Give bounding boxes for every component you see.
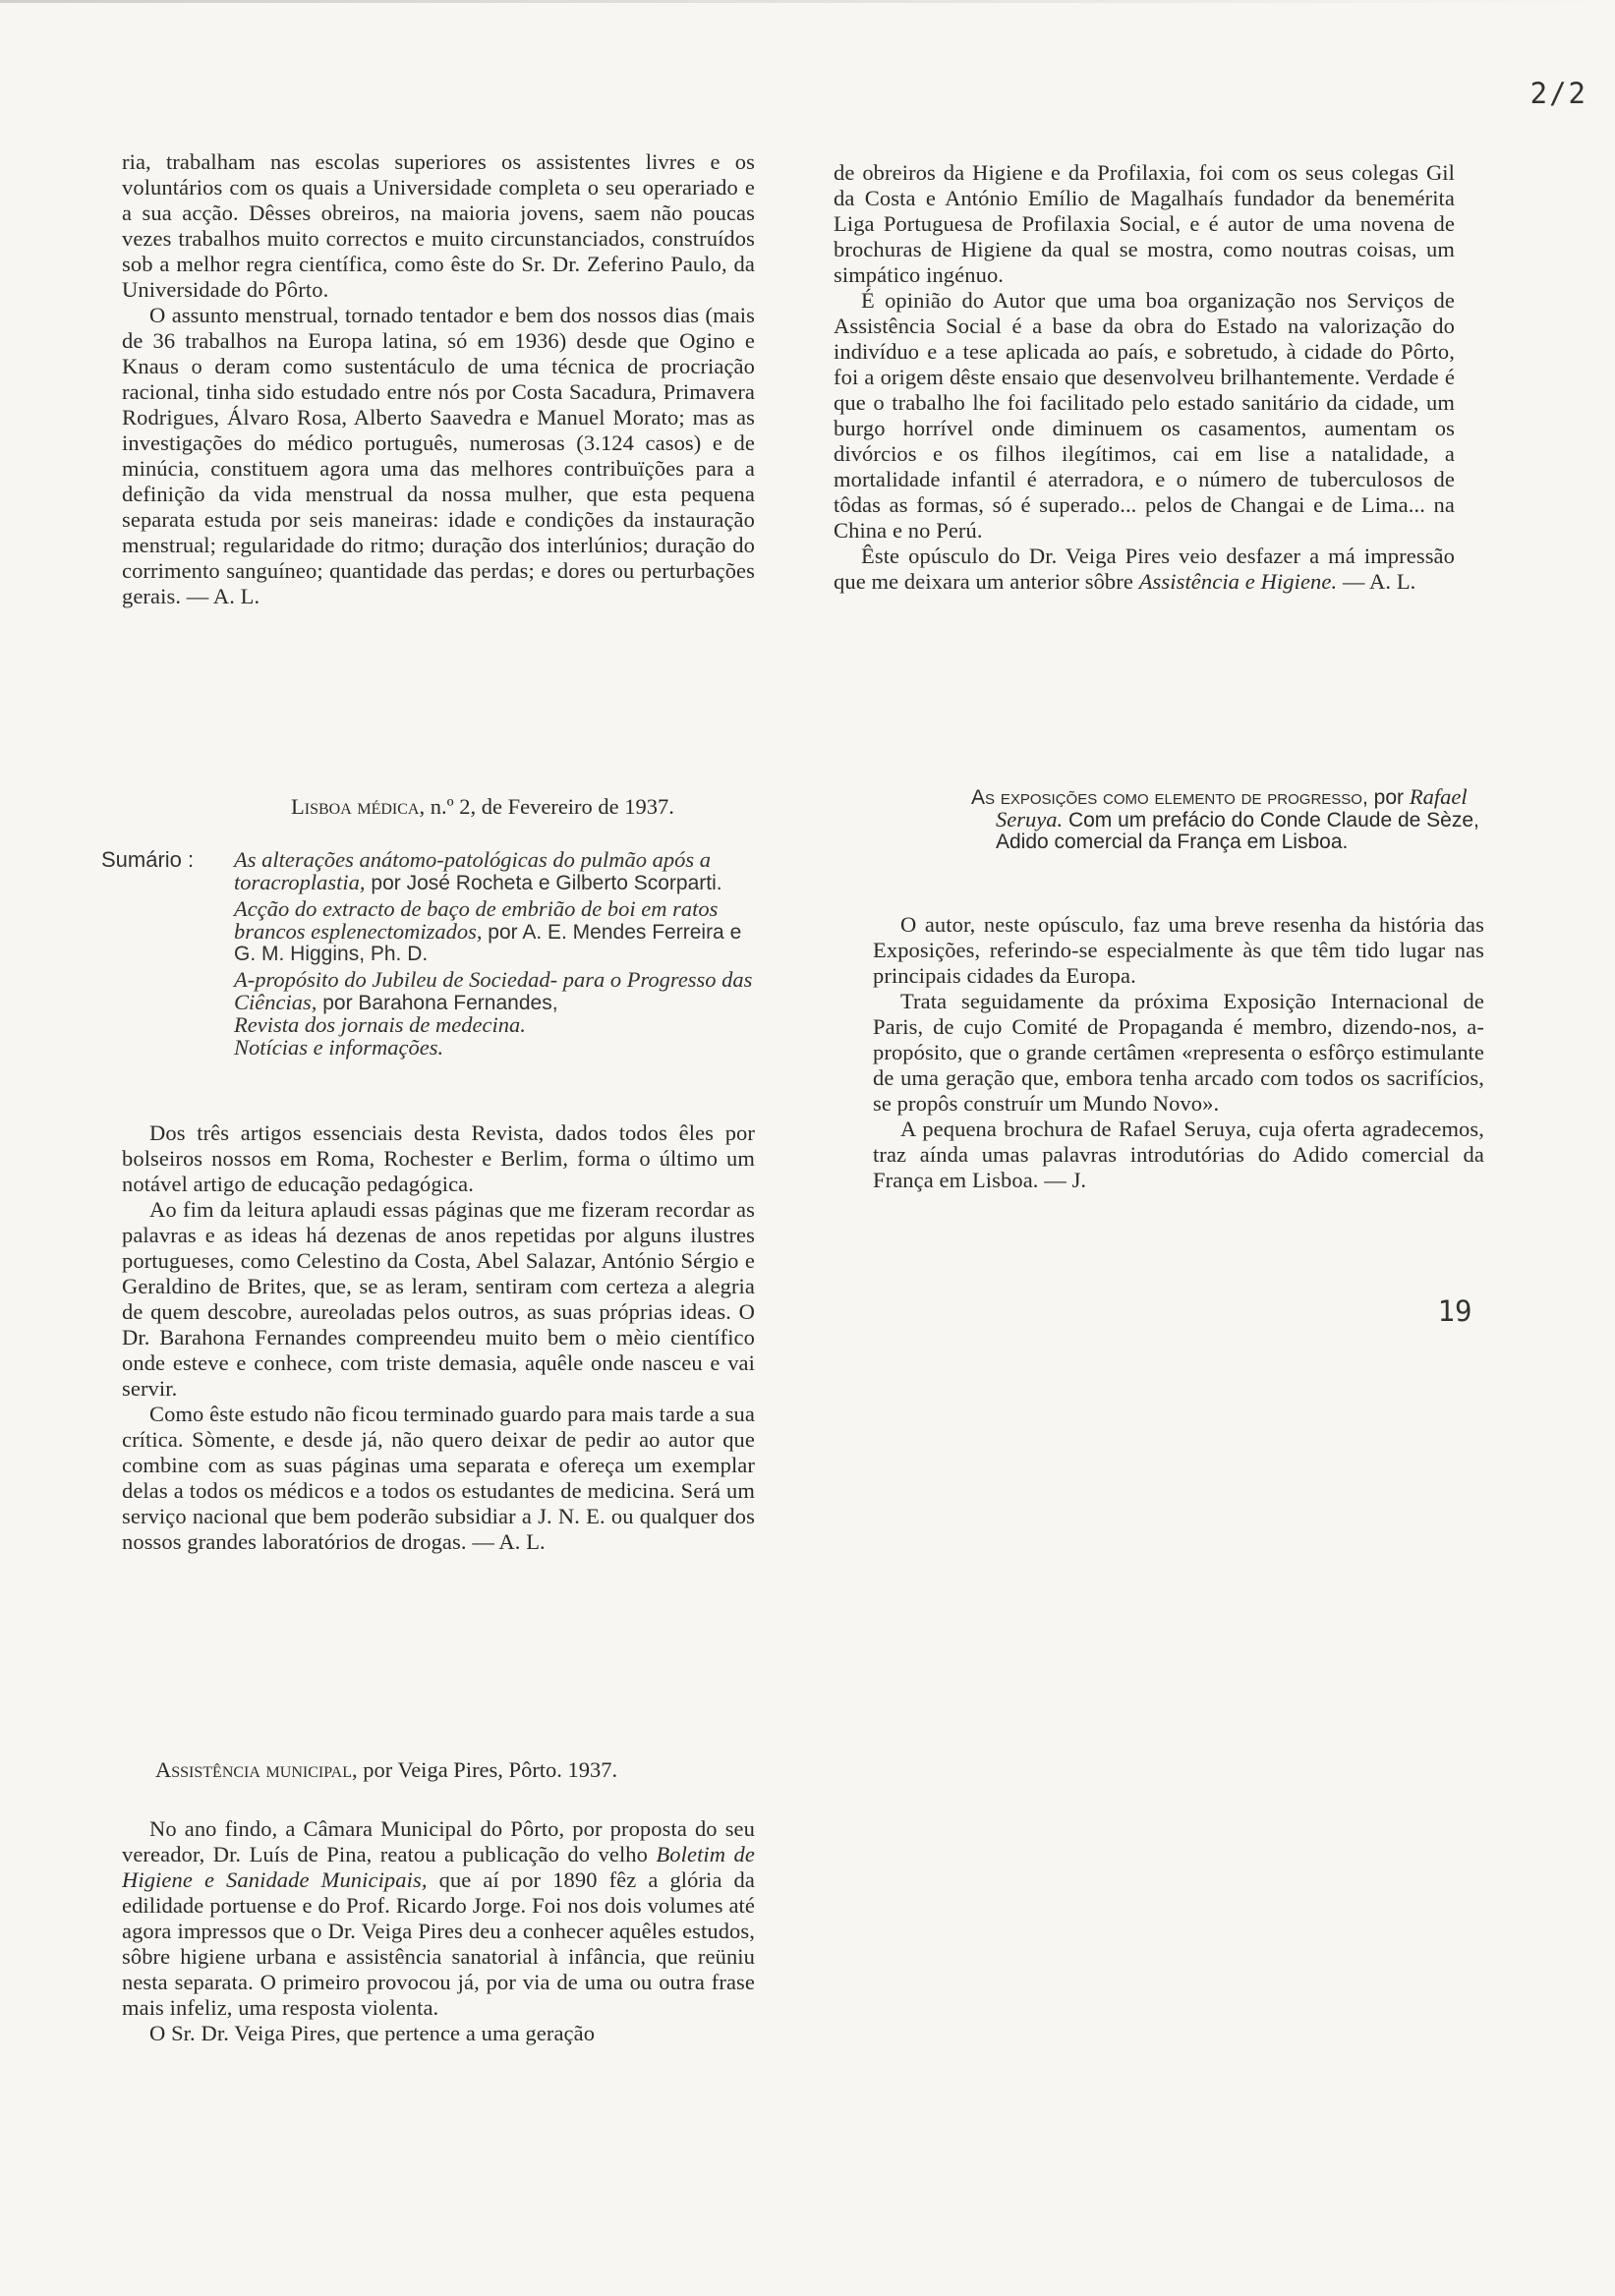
summary-item: Notícias e informações. (234, 1035, 444, 1060)
assistencia-e-higiene-title: Assistência e Higiene. (1138, 569, 1338, 594)
summary-item: A-propósito do Jubileu de Sociedad- para o Progresso das Ciências, por Barahona Fernandes, (234, 967, 753, 1014)
right-paragraph-3: Êste opúsculo do Dr. Veiga Pires veio desfazer a má impressão que me deixara um anterior sôbre Assistência e Higiene. — A. L. (834, 544, 1455, 594)
lisboa-paragraph-3: Como êste estudo não ficou terminado guardo para mais tarde a sua crítica. Sòmente, e desde já, não quero deixar de pedir ao autor que combine com as suas páginas uma separata e ofereça um exemplar delas a todos os médicos e a todos os estudantes de medicina. Será um serviço nacional que bem poderão subsidiar a J. N. E. ou qualquer dos nossos grandes laboratórios de drogas. — A. L. (122, 1402, 755, 1554)
assistencia-body (122, 1816, 755, 2046)
lisboa-heading-title: Lisboa médica (291, 794, 420, 819)
summary-item: Revista dos jornais de medecina. (234, 1012, 526, 1037)
boletim-title: Boletim de Higiene e Sanidade Municipais, (122, 1842, 755, 1892)
right-paragraph-1: de obreiros da Higiene e da Profilaxia, foi com os seus colegas Gil da Costa e António Emílio de Magalhaís fundador da benemérita Liga Portuguesa de Profilaxia Social, e é autor de uma novena de brochuras de Higiene da qual se mostra, como noutras coisas, um simpático ingénuo. (834, 160, 1455, 287)
assistencia-heading-title: Assistência municipal (155, 1757, 352, 1782)
assistencia-heading (155, 1757, 765, 1783)
left-top-column (122, 149, 755, 609)
summary-item: Acção do extracto de baço de embrião de boi em ratos brancos esplenectomizados, por A. E. Mendes Ferreira e G. M. Higgins, Ph. D. (234, 896, 742, 965)
right-top-column (834, 160, 1455, 595)
exposicoes-paragraph-1: O autor, neste opúsculo, faz uma breve resenha da história das Exposições, referindo-se especialmente às que têm tido lugar nas principais cidades da Europa. (873, 912, 1484, 988)
summary-item: As alterações anátomo-patológicas do pulmão após a toracroplastia, por José Rocheta e Gilberto Scorparti. (234, 847, 722, 894)
lisboa-heading (291, 794, 763, 820)
exposicoes-author: Rafael Seruya. (996, 784, 1468, 832)
page-marker: 2/2 (1529, 77, 1587, 110)
folio-number: 19 (1437, 1294, 1472, 1328)
lisboa-paragraph-1: Dos três artigos essenciais desta Revista, dados todos êles por bolseiros nossos em Roma, Rochester e Berlim, forma o último um notável artigo de educação pedagógica. (122, 1120, 755, 1196)
exposicoes-heading: As exposições como elemento de progresso, por Rafael Seruya. Com um prefácio do Conde Claude de Sèze, Adido comercial da França em Lisboa. (971, 784, 1479, 853)
exposicoes-paragraph-3: A pequena brochura de Rafael Seruya, cuja oferta agradecemos, traz aínda umas palavras introdutórias do Adido comercial da França em Lisboa. — J. (873, 1117, 1484, 1192)
lisboa-paragraph-2: Ao fim da leitura aplaudi essas páginas que me fizeram recordar as palavras e as ideas há dezenas de anos repetidas por alguns ilustres portugueses, como Celestino da Costa, Abel Salazar, António Sérgio e Geraldino de Brites, que, se as leram, sentiram com certeza a alegria de quem descobre, aureoladas pelos outros, as suas próprias ideas. O Dr. Barahona Fernandes compreendeu muito bem o mèio científico onde esteve e conhece, com triste demasia, aquêle onde nasceu e vai servir. (122, 1197, 755, 1401)
lisboa-body (122, 1120, 755, 1555)
exposicoes-paragraph-2: Trata seguidamente da próxima Exposição Internacional de Paris, de cujo Comité de Propaganda é membro, dizendo-nos, a-propósito, que o grande certâmen «representa o esfôrço estimulante de uma geração que, embora tenha arcado com todos os sacrifícios, se propôs construír um Mundo Novo». (873, 989, 1484, 1116)
exposicoes-heading-title: As exposições como elemento de progresso, (971, 786, 1368, 809)
left-paragraph-2: O assunto menstrual, tornado tentador e bem dos nossos dias (mais de 36 trabalhos na Europa latina, só em 1936) desde que Ogino e Knaus o deram como sustentáculo de uma técnica de procriação racional, tinha sido estudado entre nós por Costa Sacadura, Primavera Rodrigues, Álvaro Rosa, Alberto Saavedra e Manuel Morato; mas as investigações do médico português, numerosas (3.124 casos) e de minúcia, constituem agora uma das melhores contribuïções para a definição da vida menstrual da nossa mulher, que esta pequena separata estuda por seis maneiras: idade e condições da instauração menstrual; regularidade do ritmo; duração dos interlúnios; duração do corrimento sanguíneo; quantidade das perdas; e dores ou perturbações gerais. — A. L. (122, 303, 755, 608)
lisboa-heading-rest: , n.º 2, de Fevereiro de 1937. (419, 794, 674, 819)
left-paragraph-1: ria, trabalham nas escolas superiores os assistentes livres e os voluntários com os quais a Universidade completa o seu operariado e a sua acção. Dêsses obreiros, na maioria jovens, saem não poucas vezes trabalhos muito correctos e muito circunstanciados, construídos sob a melhor regra científica, como êste do Sr. Dr. Zeferino Paulo, da Universidade do Pôrto. (122, 149, 755, 302)
assistencia-paragraph-2: O Sr. Dr. Veiga Pires, que pertence a uma geração (149, 2021, 596, 2045)
exposicoes-body (873, 912, 1484, 1193)
summary-list (234, 849, 759, 1060)
assistencia-paragraph-1: No ano findo, a Câmara Municipal do Pôrto, por proposta do seu vereador, Dr. Luís de Pina, reatou a publicação do velho Boletim de Higiene e Sanidade Municipais, que aí por 1890 fêz a glória da edilidade portuense e do Prof. Ricardo Jorge. Foi nos dois volumes até agora impressos que o Dr. Veiga Pires deu a conhecer aquêles estudos, sôbre higiene urbana e assistência sanatorial à infância, que reüniu nesta separata. O primeiro provocou já, por via de uma ou outra frase mais infeliz, uma resposta violenta. (122, 1816, 755, 2020)
scan-top-edge (0, 0, 1615, 3)
summary-label: Sumário : (101, 847, 195, 872)
right-paragraph-2: É opinião do Autor que uma boa organização nos Serviços de Assistência Social é a base da obra do Estado na valorização do indivíduo e a tese aplicada ao país, e sobretudo, à cidade do Pôrto, foi a origem dêste ensaio que desenvolveu brilhantemente. Verdade é que o trabalho lhe foi facilitado pelo estado sanitário da cidade, um burgo horrível onde diminuem os casamentos, aumentam os divórcios e os filhos ilegítimos, cai em lise a natalidade, a mortalidade infantil é aterradora, e o número de tuberculosos de tôdas as formas, só é superado... pelos de Changai e de Lima... na China e no Perú. (834, 288, 1455, 543)
assistencia-heading-rest: , por Veiga Pires, Pôrto. 1937. (351, 1757, 618, 1782)
